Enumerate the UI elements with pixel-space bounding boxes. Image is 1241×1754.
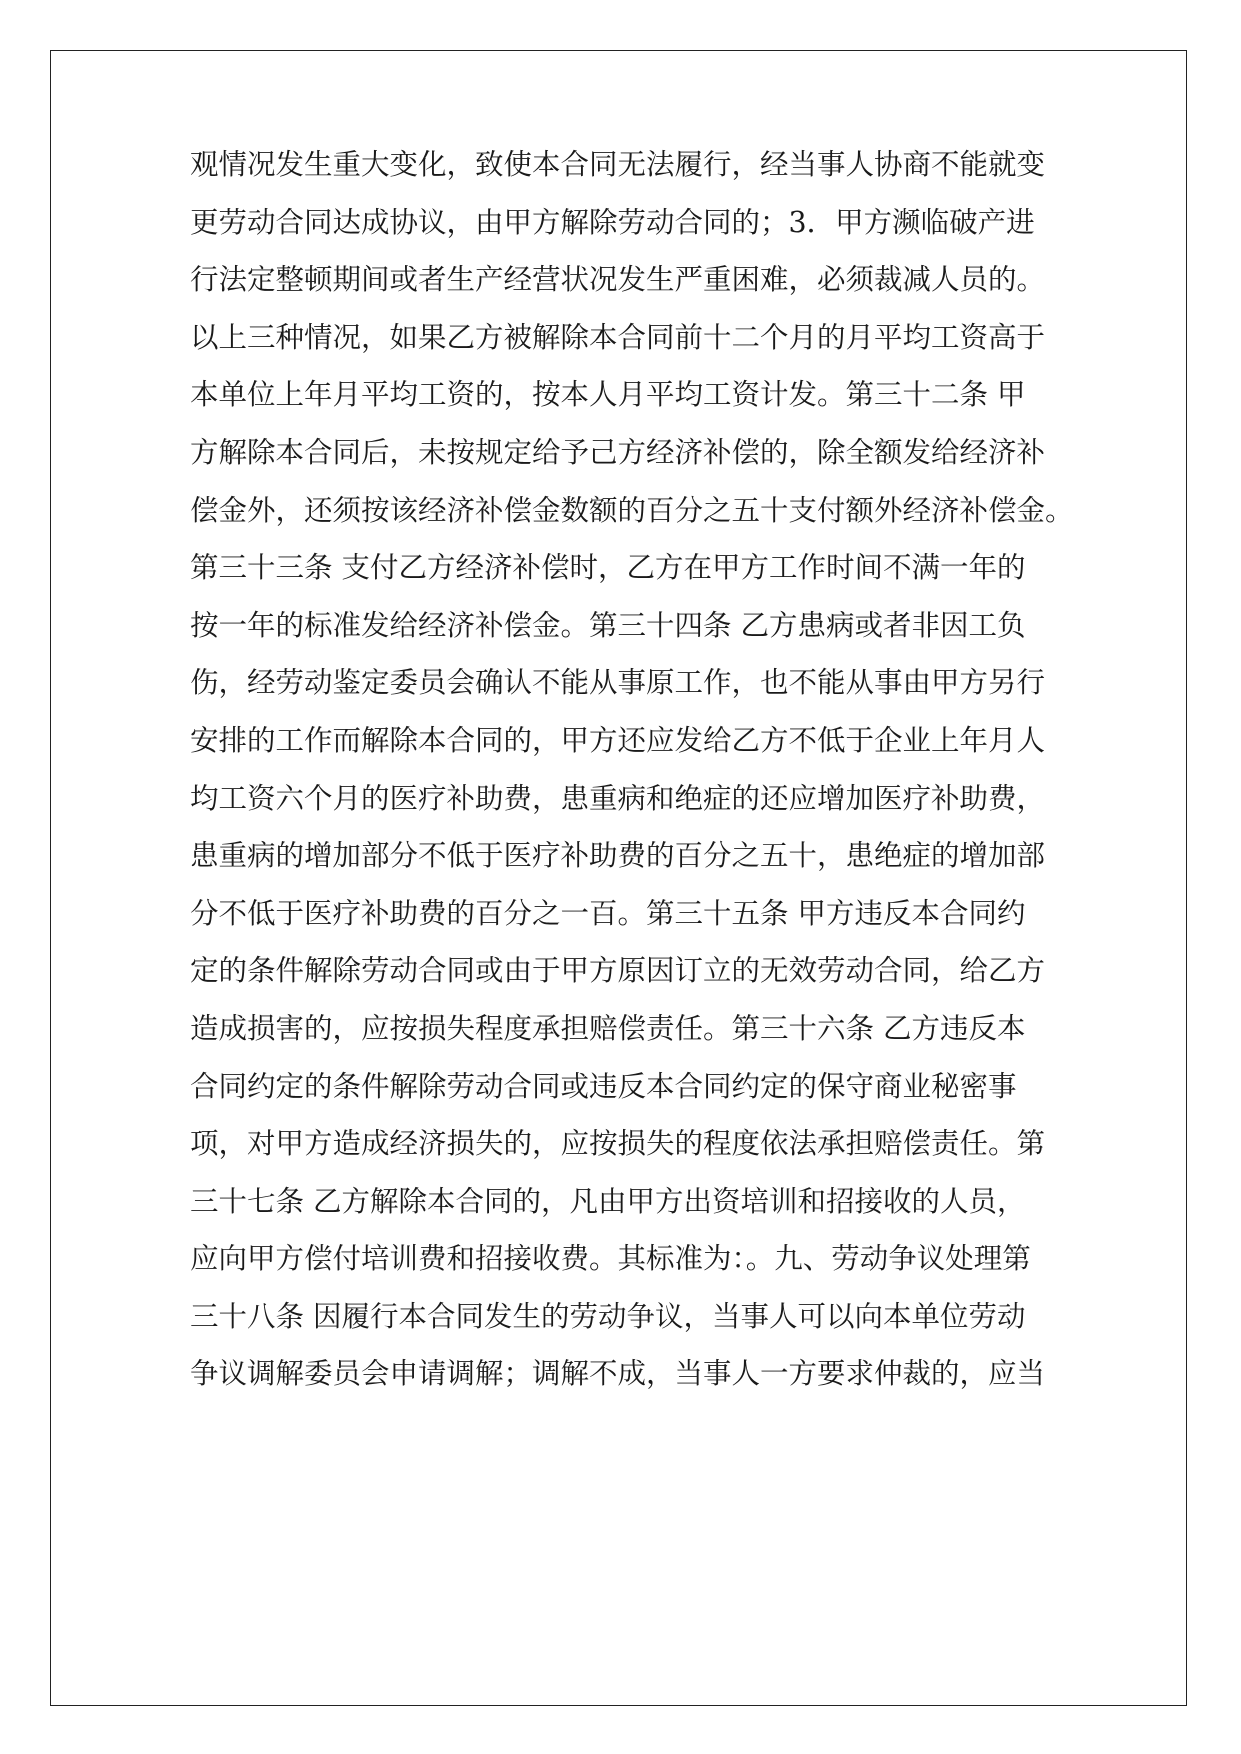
text-line: 观情况发生重大变化，致使本合同无法履行，经当事人协商不能就变 <box>190 148 1046 181</box>
text-line: 偿金外，还须按该经济补偿金数额的百分之五十支付额外经济补偿金。 <box>190 493 1074 527</box>
text-line: 分不低于医疗补助费的百分之一百。第三十五条 甲方违反本合同约 <box>190 896 1026 930</box>
text-line: 按一年的标准发给经济补偿金。第三十四条 乙方患病或者非因工负 <box>190 608 1026 642</box>
text-line: 三十八条 因履行本合同发生的劳动争议，当事人可以向本单位劳动 <box>190 1299 1026 1333</box>
text-line: 本单位上年月平均工资的，按本人月平均工资计发。第三十二条 甲 <box>190 378 1026 412</box>
text-line: 应向甲方偿付培训费和招接收费。其标准为：。九、劳动争议处理第 <box>190 1242 1031 1276</box>
text-line: 更劳动合同达成协议，由甲方解除劳动合同的；3．甲方濒临破产进 <box>190 205 1035 239</box>
text-line: 第三十三条 支付乙方经济补偿时，乙方在甲方工作时间不满一年的 <box>190 551 1026 585</box>
text-line: 方解除本合同后，未按规定给予己方经济补偿的，除全额发给经济补 <box>190 435 1046 469</box>
text-line: 造成损害的，应按损失程度承担赔偿责任。第三十六条 乙方违反本 <box>190 1011 1026 1045</box>
text-line: 项，对甲方造成经济损失的，应按损失的程度依法承担赔偿责任。第 <box>190 1127 1046 1161</box>
document-body <box>190 148 1074 1417</box>
text-line: 三十七条 乙方解除本合同的，凡由甲方出资培训和招接收的人员， <box>190 1184 1026 1218</box>
text-line: 行法定整顿期间或者生产经营状况发生严重困难，必须裁减人员的。 <box>190 263 1046 297</box>
text-line: 合同约定的条件解除劳动合同或违反本合同约定的保守商业秘密事 <box>190 1069 1017 1103</box>
text-line: 安排的工作而解除本合同的，甲方还应发给乙方不低于企业上年月人 <box>190 723 1046 757</box>
text-line: 伤，经劳动鉴定委员会确认不能从事原工作，也不能从事由甲方另行 <box>190 666 1046 700</box>
text-line: 均工资六个月的医疗补助费，患重病和绝症的还应增加医疗补助费， <box>190 781 1046 815</box>
text-line: 争议调解委员会申请调解；调解不成，当事人一方要求仲裁的，应当 <box>190 1357 1046 1391</box>
text-line: 以上三种情况，如果乙方被解除本合同前十二个月的月平均工资高于 <box>190 320 1046 354</box>
text-line: 定的条件解除劳动合同或由于甲方原因订立的无效劳动合同，给乙方 <box>190 954 1046 988</box>
text-line: 患重病的增加部分不低于医疗补助费的百分之五十，患绝症的增加部 <box>190 839 1046 873</box>
